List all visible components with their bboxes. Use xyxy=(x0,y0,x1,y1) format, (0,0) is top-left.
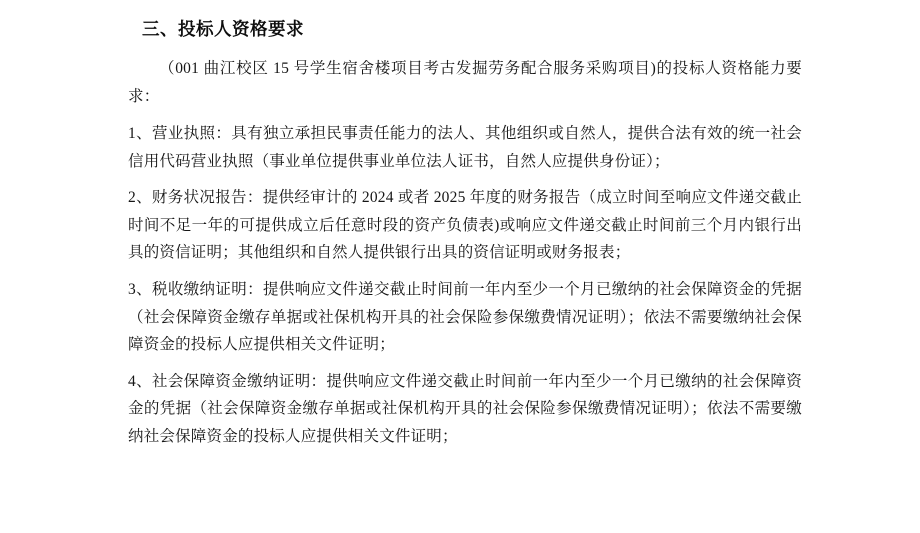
paragraph-financial-report: 2、财务状况报告：提供经审计的 2024 或者 2025 年度的财务报告（成立时间至响应文件递交截止时间不足一年的可提供成立后任意时段的资产负债表)或响应文件递交截止时间前三个月内银行出具的资信证明；其他组织和自然人提供银行出具的资信证明或财务报表； xyxy=(128,189,802,262)
paragraph-business-license: 1、营业执照：具有独立承担民事责任能力的法人、其他组织或自然人，提供合法有效的统一社会信用代码营业执照（事业单位提供事业单位法人证书，自然人应提供身份证）； xyxy=(128,125,802,170)
section-heading: 三、投标人资格要求 xyxy=(142,19,304,39)
paragraph-social-security: 4、社会保障资金缴纳证明：提供响应文件递交截止时间前一年内至少一个月已缴纳的社会保障资金的凭据（社会保障资金缴存单据或社保机构开具的社会保险参保缴费情况证明）；依法不需要缴纳社会保障资金的投标人应提供相关文件证明； xyxy=(128,372,802,445)
paragraph-tax-payment: 3、税收缴纳证明：提供响应文件递交截止时间前一年内至少一个月已缴纳的社会保障资金的凭据（社会保障资金缴存单据或社保机构开具的社会保险参保缴费情况证明）；依法不需要缴纳社会保障资金的投标人应提供相关文件证明； xyxy=(128,281,802,354)
paragraph-intro: （001 曲江校区 15 号学生宿舍楼项目考古发掘劳务配合服务采购项目)的投标人资格能力要求： xyxy=(128,60,802,105)
